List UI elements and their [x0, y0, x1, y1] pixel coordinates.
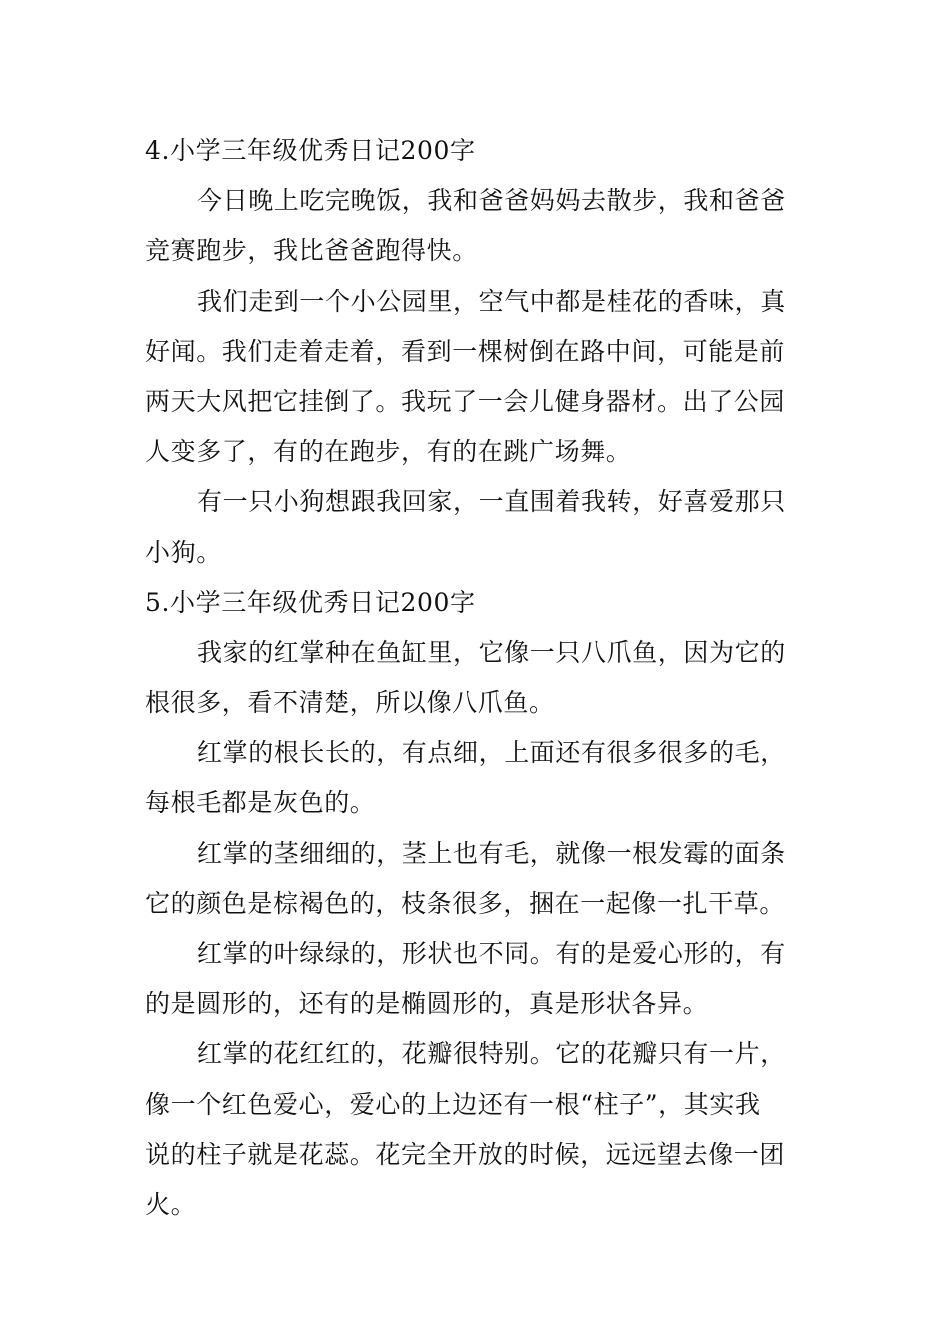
- paragraph-line: 好闻。我们走着走着，看到一棵树倒在路中间，可能是前: [145, 336, 786, 366]
- document-body: [145, 126, 810, 1230]
- paragraph-line: 竞赛跑步，我比爸爸跑得快。: [145, 236, 478, 266]
- paragraph-line: 根很多，看不清楚，所以像八爪鱼。: [145, 688, 555, 718]
- paragraph-line: 有一只小狗想跟我回家，一直围着我转，好喜爱那只: [197, 487, 786, 517]
- paragraph-line: 像一个红色爱心，爱心的上边还有一根“柱子”，其实我: [145, 1089, 761, 1119]
- paragraph-line: 红掌的茎细细的，茎上也有毛，就像一根发霉的面条: [197, 838, 786, 868]
- paragraph-line: 红掌的花红红的，花瓣很特别。它的花瓣只有一片，: [197, 1039, 786, 1069]
- heading-diary-5: 5.小学三年级优秀日记200字: [145, 587, 476, 617]
- paragraph-line: 说的柱子就是花蕊。花完全开放的时候，远远望去像一团: [145, 1139, 786, 1169]
- paragraph-line: 两天大风把它挂倒了。我玩了一会儿健身器材。出了公园: [145, 386, 786, 416]
- paragraph-line: 我家的红掌种在鱼缸里，它像一只八爪鱼，因为它的: [197, 637, 786, 667]
- paragraph-line: 的是圆形的，还有的是椭圆形的，真是形状各异。: [145, 989, 709, 1019]
- paragraph-line: 红掌的叶绿绿的，形状也不同。有的是爱心形的，有: [197, 939, 786, 968]
- paragraph-line: 火。: [145, 1189, 197, 1219]
- heading-diary-4: 4.小学三年级优秀日记200字: [145, 136, 476, 165]
- paragraph-line: 每根毛都是灰色的。: [145, 788, 376, 818]
- paragraph-line: 小狗。: [145, 537, 222, 567]
- paragraph-line: 我们走到一个小公园里，空气中都是桂花的香味，真: [197, 286, 786, 316]
- paragraph-line: 今日晚上吃完晚饭，我和爸爸妈妈去散步，我和爸爸: [197, 186, 786, 216]
- paragraph-line: 人变多了，有的在跑步，有的在跳广场舞。: [145, 437, 632, 467]
- paragraph-line: 它的颜色是棕褐色的，枝条很多，捆在一起像一扎干草。: [145, 888, 786, 918]
- paragraph-line: 红掌的根长长的，有点细，上面还有很多很多的毛，: [197, 738, 786, 768]
